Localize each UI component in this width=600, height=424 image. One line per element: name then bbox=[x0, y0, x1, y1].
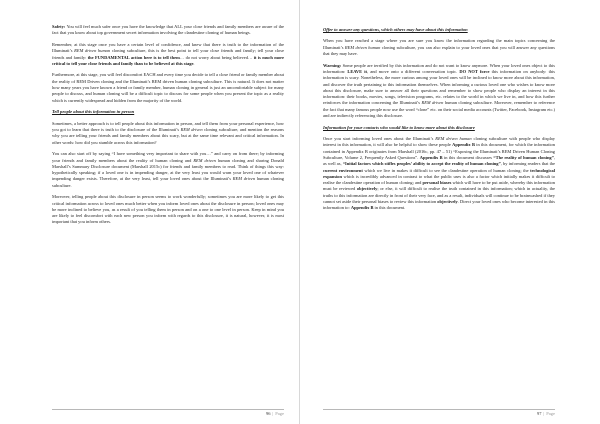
left-page-body bbox=[52, 24, 284, 231]
page-number bbox=[266, 411, 284, 416]
paragraph bbox=[52, 42, 284, 67]
paragraph bbox=[323, 38, 555, 57]
left-intro-paragraphs bbox=[52, 24, 284, 104]
right-page-body bbox=[323, 24, 555, 217]
text-run: Furthermore, at this stage, you will feel discomfort EACH and every time you decide to tell a close friend or family member about the reality of REM Driven cloning and the Illuminati’s REM driven human cloning subculture. This is natural. It does not matter how many years you have known a friend or family member, human cloning in general is just an uncomfortable subject for many people to discuss, and human cloning will be a difficult topic to discuss for some people when you present the topic as a reality which is currently widespread and hidden from the majority of the world. bbox=[52, 72, 284, 103]
text-run: which will have to be put aside, whereby this information must be reviewed bbox=[323, 180, 555, 192]
page-number-value: 96 bbox=[266, 410, 271, 416]
text-run: When you have reached a stage where you are sure you know the information regarding the main topics concerning the Illuminati’s bbox=[323, 38, 555, 50]
section-heading-in-person: Tell people about this information in person bbox=[52, 109, 135, 115]
paragraph bbox=[52, 194, 284, 225]
text-run: human cloning subculture. bbox=[52, 176, 284, 188]
bold-text: objectively bbox=[437, 198, 458, 204]
section-heading-contacts: Information for your contacts who would like to know more about this disclosure bbox=[323, 124, 475, 130]
paragraph bbox=[52, 72, 284, 103]
right-page bbox=[300, 0, 600, 424]
italic-text: REM driven bbox=[232, 176, 256, 182]
page-number-separator: | bbox=[272, 410, 274, 416]
text-run: Moreover, telling people about this disclosure in person seems to work wonderfully; sometimes you are more likely to get this critical information across to loved ones much better when you inform loved ones about the disclosure in person; loved ones may be more inclined to believe you, as a result of you telling them in person and on a one to one level in person. Keep in mind you are likely to feel discomfort with each new person you inform with regards to this disclosure, it is natural, however, it is most important that you inform others. bbox=[52, 194, 284, 225]
text-run: You will feel much safer once you have the knowledge that ALL your close friends and family members are aware of the fact that you know about top government secret information involving the clandestine cloning of human beings. bbox=[52, 24, 285, 36]
bold-text: Safety: bbox=[52, 24, 67, 29]
text-run: in this document, for which the information contained in Appendix B originates from Marshall (2016c, pp. 47 – 51) “Exposing the Illuminati’s REM Driven Human Cloning Subculture, Volume 2, Frequently Asked Questions”. bbox=[323, 142, 555, 160]
text-run: , as well as, bbox=[323, 154, 555, 167]
text-run: in this document discusses bbox=[442, 154, 494, 160]
section-heading-questions: Offer to answer any questions, which others may have about this information bbox=[323, 27, 468, 32]
right-questions-paragraphs bbox=[323, 38, 555, 119]
text-run: … do not worry about being believed… bbox=[179, 54, 254, 60]
bold-text: Warning: bbox=[323, 62, 343, 68]
bold-text: DO NOT force bbox=[459, 69, 490, 74]
text-run: human cloning and sharing Donald Marshall’s Summary Disclosure document (Marshall 2015c) for friends and family members to read. Think of things this way: hypothetically speaking; if a loved one is in impending danger, at the very least you would warn your loved one of whatever impending danger exists. Therefore, at the very least, tell your loved ones about the Illuminati’s bbox=[52, 157, 284, 182]
text-run: . Direct your loved ones who become interested in this information to: bbox=[323, 198, 555, 211]
italic-text: REM driven bbox=[421, 100, 444, 106]
text-run: ; or else, it will difficult to realise the truth contained in this information; which in actuality, the truths to this information are directly in front of their very face, and as a result, individuals will continue to be brainwashed if they cannot set aside their personal biases to review this information bbox=[323, 186, 555, 204]
bold-text: technological expansion bbox=[323, 167, 555, 179]
bold-text: objectively bbox=[356, 186, 378, 192]
bold-text: “Initial factors which stifles peoples’ ability to accept the reality of human cloning” bbox=[342, 161, 501, 167]
page-number-word: Page bbox=[275, 410, 284, 416]
paragraph bbox=[323, 63, 555, 120]
page-number-word: Page bbox=[546, 410, 555, 416]
text-run: cloning subculture, this is the best point to tell your close friends and family; tell your close friends and family: bbox=[52, 48, 284, 60]
text-run: in this document. bbox=[373, 205, 406, 211]
footer-rule bbox=[323, 409, 555, 410]
text-run: Sometimes, a better approach is to tell people about this information in person, and tell them from your personal experience, how you got to learn that there is truth to the disclosure of the Illuminati’s bbox=[52, 120, 284, 133]
bold-text: the FUNDAMENTAL action here is to tell them bbox=[87, 54, 180, 60]
text-run: . bbox=[193, 60, 195, 66]
text-run: which we live in makes it difficult to see the clandestine operation of human cloning; the bbox=[362, 167, 531, 173]
text-run: cloning subculture with people who display interest in this information, it will also be helpful to show these people bbox=[323, 136, 555, 148]
text-run: Some people are terrified by this information and do not want to know anymore. When your loved ones object to this information: bbox=[323, 62, 555, 74]
paragraph bbox=[52, 24, 284, 37]
bold-text: it is much more critical to tell your close friends and family than to be believed at this stage bbox=[52, 54, 285, 66]
text-run: , by informing readers that the bbox=[500, 161, 555, 167]
text-run: You can also start off by saying “I have something very important to share with you…” and carry on from there; by informing your friends and family members about the reality of human cloning and bbox=[52, 151, 284, 163]
text-run: which is incredibly advanced in contrast to what the public uses is also a factor which initially makes it difficult to realise the clandestine operation of human cloning; and bbox=[323, 173, 555, 186]
page-number-value: 97 bbox=[537, 410, 542, 416]
page-number bbox=[537, 411, 555, 416]
paragraph bbox=[323, 136, 555, 211]
bold-text: personal biases bbox=[422, 180, 452, 186]
italic-text: REM driven human bbox=[344, 44, 381, 50]
paragraph bbox=[52, 121, 284, 146]
bold-text: “The reality of human cloning” bbox=[493, 154, 554, 160]
italic-text: REM driven human bbox=[435, 136, 472, 142]
footer-rule bbox=[52, 409, 284, 410]
bold-text: Appendix B bbox=[419, 154, 443, 160]
text-run: this information on anybody: this information is scary. Nonetheless, the more curious among your loved ones will be inclined to know more about this information, and discover the truth pertaining to this information themselves. When informing a curious loved one who wishes to know more about this disclosure, make sure to answer all their questions and remember to show people who display an interest in this information: their books, movies, songs, television programs, etc. relates to the world in which we live in, and how this further reinforces the information concerning the Illuminati’s bbox=[323, 69, 555, 106]
text-run: , and move onto a different conversation topic. bbox=[366, 69, 460, 74]
left-in-person-paragraphs bbox=[52, 121, 284, 226]
paragraph bbox=[52, 151, 284, 189]
text-run: Once you start informing loved ones about the Illuminati’s bbox=[323, 136, 436, 142]
right-contacts-paragraphs bbox=[323, 136, 555, 211]
italic-text: REM driven bbox=[193, 157, 216, 163]
bold-text: Appendix B bbox=[350, 205, 374, 211]
page-number-separator: | bbox=[543, 410, 545, 416]
italic-text: REM driven bbox=[180, 127, 203, 133]
bold-text: LEAVE it bbox=[347, 69, 367, 74]
text-run: Remember, at this stage once you have a certain level of confidence, and knew that there is truth to the information of the Illuminati’s bbox=[52, 41, 284, 54]
text-run: cloning subculture, and mention the reasons why you are telling your friends and family members about this scary, but at the same time relevant and critical information. In other words: how did you stumble across this information? bbox=[52, 127, 284, 145]
text-run: cloning subculture, you can also explain to your loved ones that you will answer any questions that they may have. bbox=[323, 44, 555, 57]
italic-text: REM driven human bbox=[74, 48, 111, 54]
text-run: human cloning subculture. Moreover, remember to reference the fact that many famous people now use the word “clone” etc. on their social media accounts (Twitter, Facebook, Instagram etc.) and are indirectly referencing this disclosure. bbox=[323, 100, 555, 118]
bold-text: Appendix B bbox=[452, 142, 475, 148]
bold-text: current environment bbox=[323, 167, 363, 173]
